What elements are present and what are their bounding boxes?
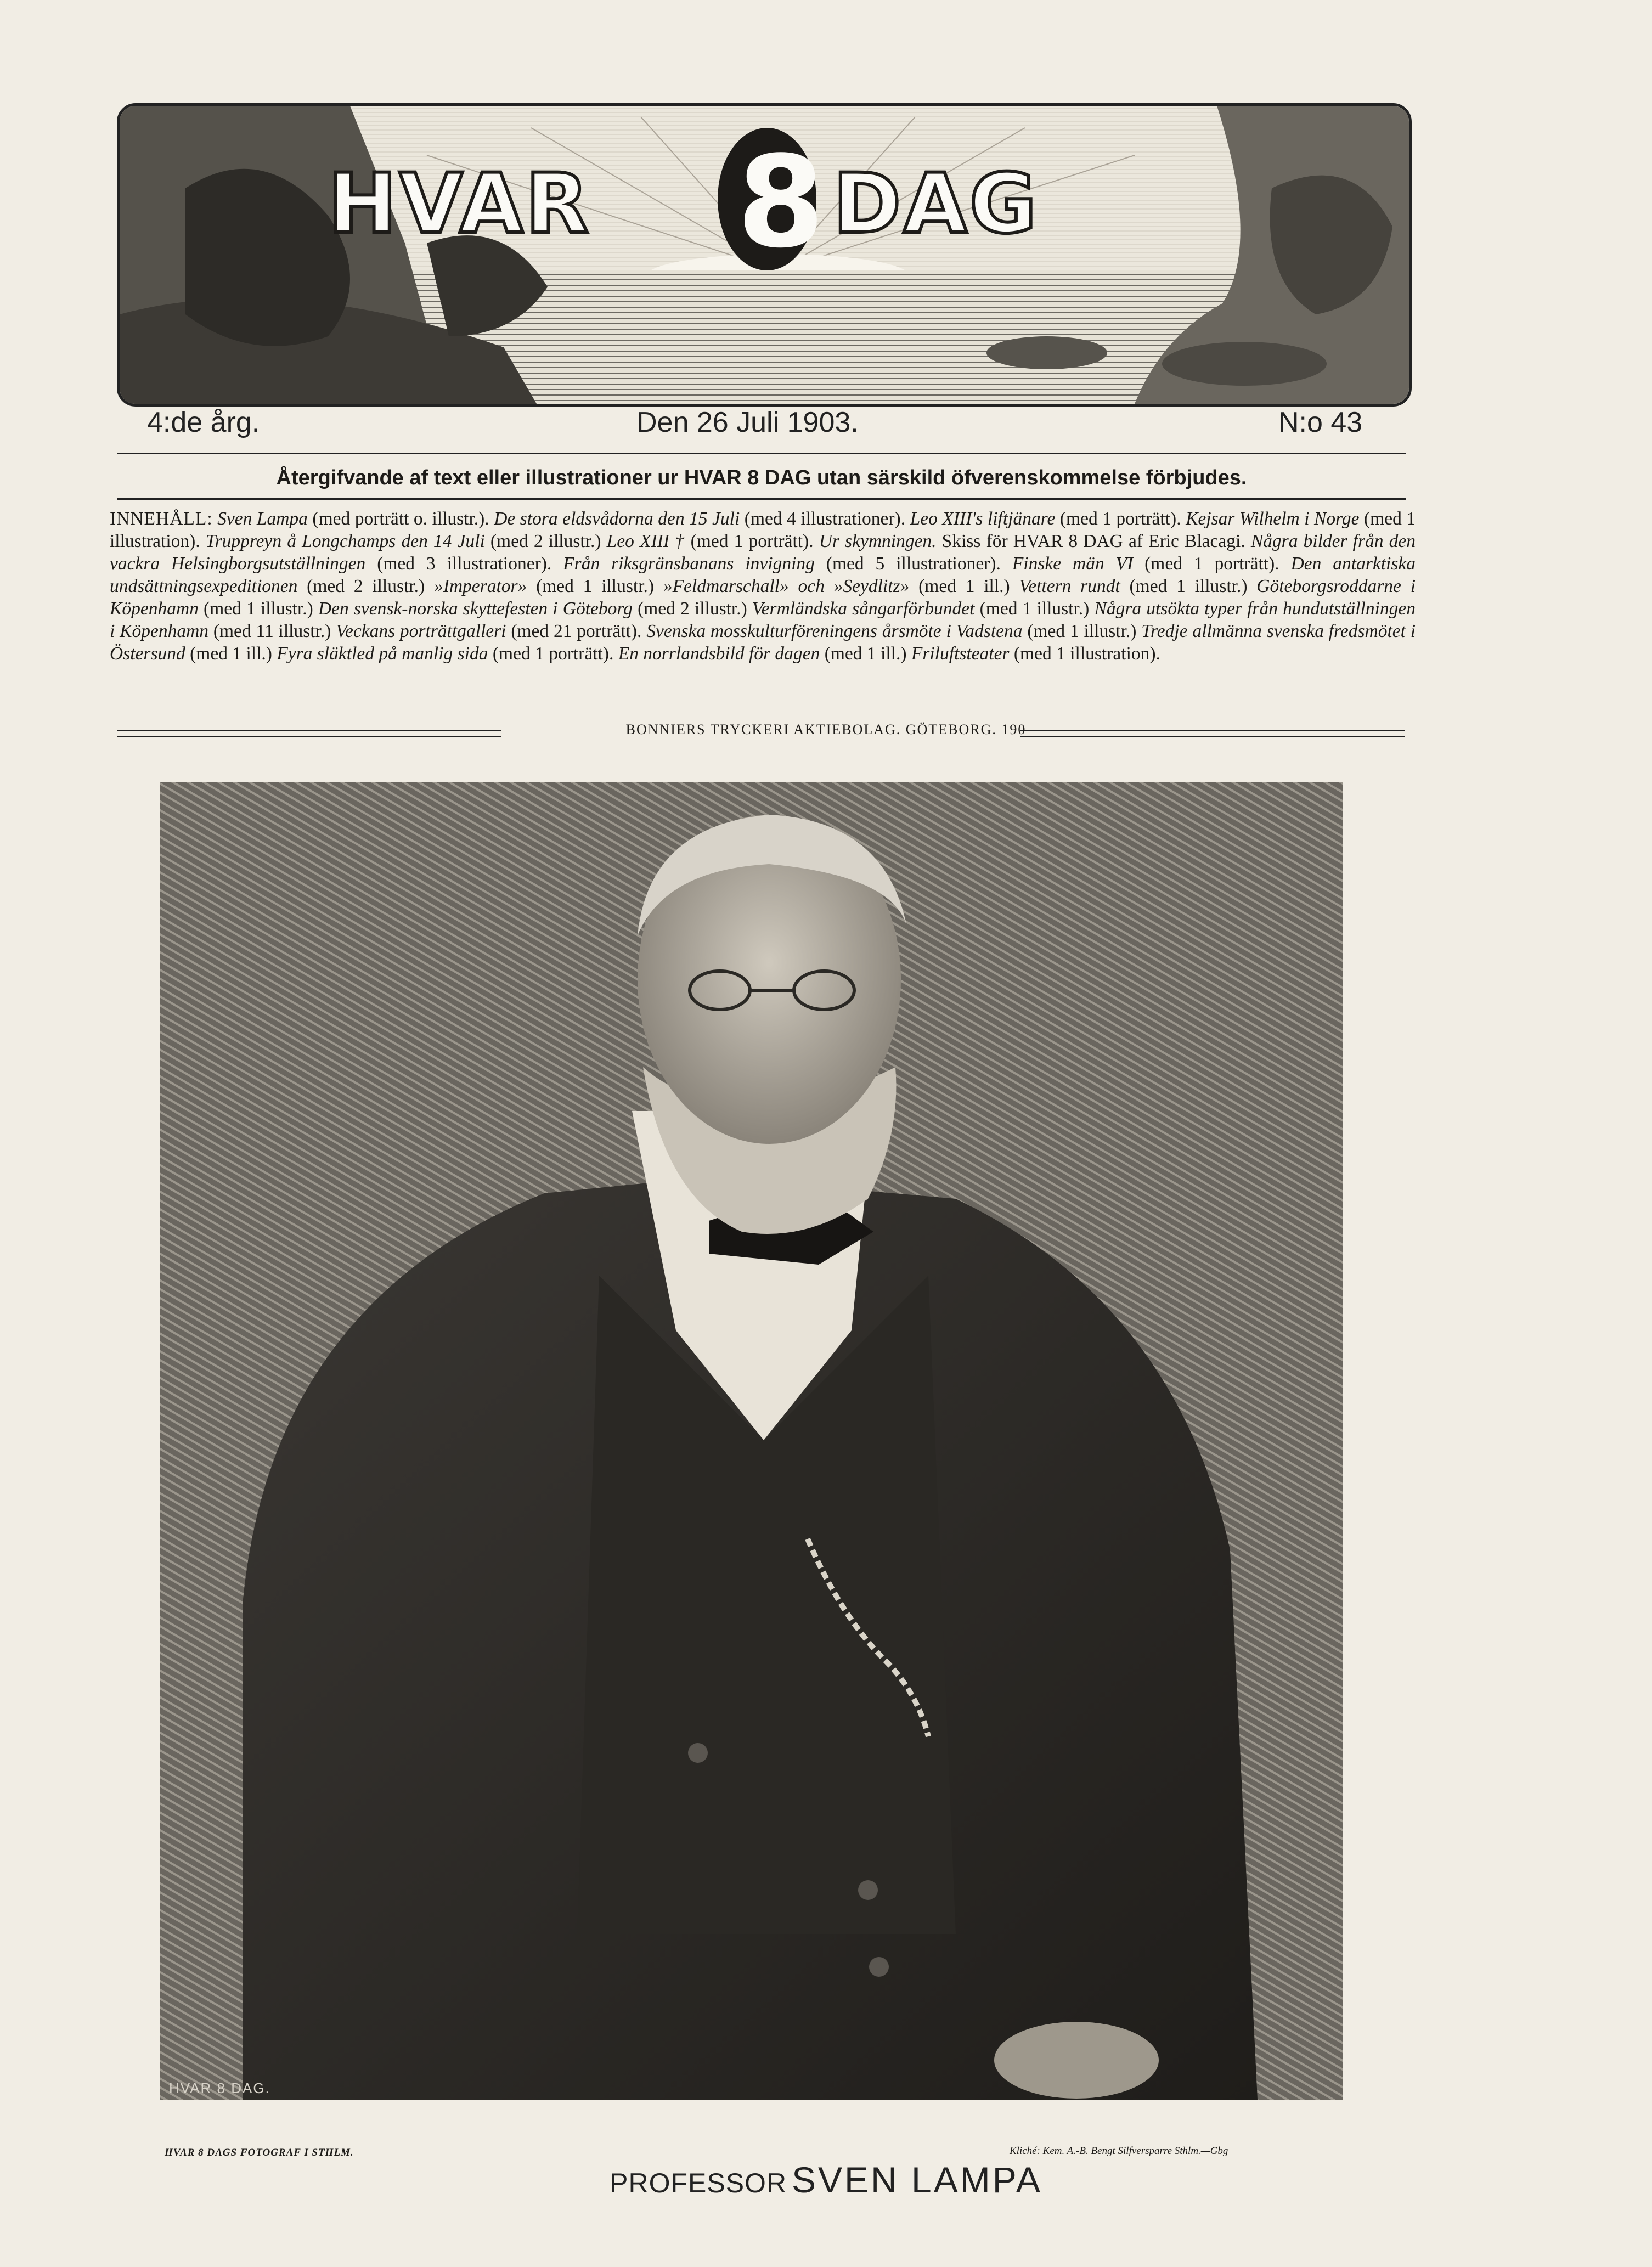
contents-item <box>336 621 641 641</box>
contents-label: INNEHÅLL: <box>110 509 213 529</box>
contents-item-title: Sven Lampa <box>217 509 313 529</box>
table-of-contents <box>110 507 1416 665</box>
contents-item-note: (med 1 porträtt). <box>492 644 614 664</box>
masthead-title-number: 8 <box>737 129 825 276</box>
contents-item-title: Leo XIII † <box>606 531 691 551</box>
contents-item-title: Den svensk-norska skyttefesten i Göteborg <box>318 599 638 619</box>
contents-item <box>494 509 905 529</box>
contents-item-note: (med 1 ill.) <box>918 576 1010 596</box>
contents-item-note: (med porträtt o. illustr.). <box>312 509 489 529</box>
contents-item <box>663 576 1010 596</box>
contents-item-note: (med 2 illustr.) <box>638 599 747 619</box>
contents-item-note: (med 1 porträtt). <box>690 531 814 551</box>
contents-item-title: Svenska mosskulturföreningens årsmöte i Vadstena <box>646 621 1028 641</box>
contents-item-title: Vettern rundt <box>1019 576 1130 596</box>
contents-item-note: (med 1 illustr.) <box>1027 621 1137 641</box>
contents-item-note: (med 1 illustr.) <box>1129 576 1248 596</box>
contents-item-title: Några bilder från den vackra Helsingborgsutställningen <box>110 531 1416 574</box>
contents-item-note: (med 11 illustr.) <box>213 621 331 641</box>
contents-item <box>206 531 601 551</box>
issue-number: N:o 43 <box>1278 407 1363 438</box>
reproduction-notice: Återgifvande af text eller illustrationer ur HVAR 8 DAG utan särskild öfverenskommelse förbjudes. <box>276 466 1247 489</box>
contents-item-title: Från riksgränsbanans invigning <box>563 554 826 574</box>
contents-item <box>911 644 1160 664</box>
contents-item-note: (med 4 illustrationer). <box>744 509 906 529</box>
contents-item-title: De stora eldsvådorna den 15 Juli <box>494 509 745 529</box>
contents-item-note: (med 3 illustrationer). <box>377 554 552 574</box>
caption-name: SVEN LAMPA <box>791 2159 1042 2200</box>
portrait-engraving <box>160 782 1343 2100</box>
portrait-caption <box>0 2159 1652 2201</box>
contents-item-title: Den antarktiska undsättningsexpeditionen <box>110 554 1416 596</box>
contents-item-title: Finske män VI <box>1012 554 1145 574</box>
contents-item <box>217 509 489 529</box>
contents-item-note: (med 1 illustr.) <box>979 599 1090 619</box>
contents-item-title: En norrlandsbild för dagen <box>618 644 825 664</box>
notice-rule <box>117 498 1406 500</box>
contents-item-note: (med 1 illustration). <box>110 509 1416 551</box>
issue-date: Den 26 Juli 1903. <box>636 407 859 438</box>
contents-item-note: (med 1 illustr.) <box>536 576 655 596</box>
contents-item <box>607 531 814 551</box>
photo-credit: HVAR 8 DAGS FOTOGRAF I STHLM. <box>165 2147 354 2158</box>
contents-item-note: (med 21 porträtt). <box>511 621 642 641</box>
printer-line: BONNIERS TRYCKERI AKTIEBOLAG. GÖTEBORG. 190 <box>625 721 1027 737</box>
contents-item-title: Leo XIII's liftjänare <box>910 509 1060 529</box>
contents-item <box>618 644 907 664</box>
contents-list <box>110 509 1416 664</box>
printer-rule-right <box>1020 730 1405 737</box>
contents-item-note: (med 1 illustr.) <box>204 599 313 619</box>
contents-item-title: »Imperator» <box>433 576 537 596</box>
contents-item-note: (med 2 illustr.) <box>307 576 425 596</box>
contents-item-title: Friluftsteater <box>911 644 1014 664</box>
contents-item-note: (med 1 ill.) <box>190 644 272 664</box>
contents-item-title: Göteborgsroddarne i Köpenhamn <box>110 576 1416 619</box>
contents-item-title: Fyra släktled på manlig sida <box>277 644 493 664</box>
caption-prefix: PROFESSOR <box>610 2168 787 2198</box>
contents-item <box>910 509 1181 529</box>
contents-item-title: Några utsökta typer från hundutställningen i Köpenhamn <box>110 599 1416 641</box>
contents-item <box>277 644 613 664</box>
masthead-illustration <box>117 103 1412 407</box>
contents-item-note: (med 1 ill.) <box>824 644 907 664</box>
contents-item-note: Skiss för HVAR 8 DAG af Eric Blacagi. <box>941 531 1245 551</box>
contents-item <box>646 621 1136 641</box>
contents-item <box>1012 554 1279 574</box>
contents-item-note: (med 1 illustration). <box>1013 644 1160 664</box>
volume-year: 4:de årg. <box>147 407 260 438</box>
contents-item <box>752 599 1089 619</box>
contents-item-title: Kejsar Wilhelm i Norge <box>1186 509 1364 529</box>
contents-item-note: (med 1 porträtt). <box>1059 509 1181 529</box>
header-rule <box>117 453 1406 454</box>
contents-item <box>819 531 1245 551</box>
contents-item <box>1019 576 1247 596</box>
contents-item <box>563 554 1001 574</box>
photo-watermark: HVAR 8 DAG. <box>169 2080 270 2096</box>
engraving-credit: Kliché: Kem. A.-B. Bengt Silfversparre Sthlm.—Gbg <box>1010 2145 1228 2157</box>
contents-item-title: Tredje allmänna svenska fredsmötet i Östersund <box>110 621 1416 664</box>
contents-item-title: Truppreyn å Longchamps den 14 Juli <box>205 531 490 551</box>
contents-item-title: Ur skymningen. <box>819 531 942 551</box>
contents-item <box>434 576 654 596</box>
masthead-title-left: HVAR <box>328 156 591 252</box>
contents-item-title: »Feldmarschall» och »Seydlitz» <box>663 576 919 596</box>
masthead-title-right: DAG <box>833 156 1039 252</box>
contents-item-note: (med 2 illustr.) <box>490 531 601 551</box>
portrait-photo <box>160 782 1343 2100</box>
contents-item-title: Vermländska sångarförbundet <box>752 599 980 619</box>
contents-item-note: (med 5 illustrationer). <box>826 554 1001 574</box>
contents-item-note: (med 1 porträtt). <box>1144 554 1279 574</box>
contents-item-title: Veckans porträttgalleri <box>336 621 511 641</box>
contents-item <box>318 599 747 619</box>
masthead-landscape <box>120 106 1409 404</box>
